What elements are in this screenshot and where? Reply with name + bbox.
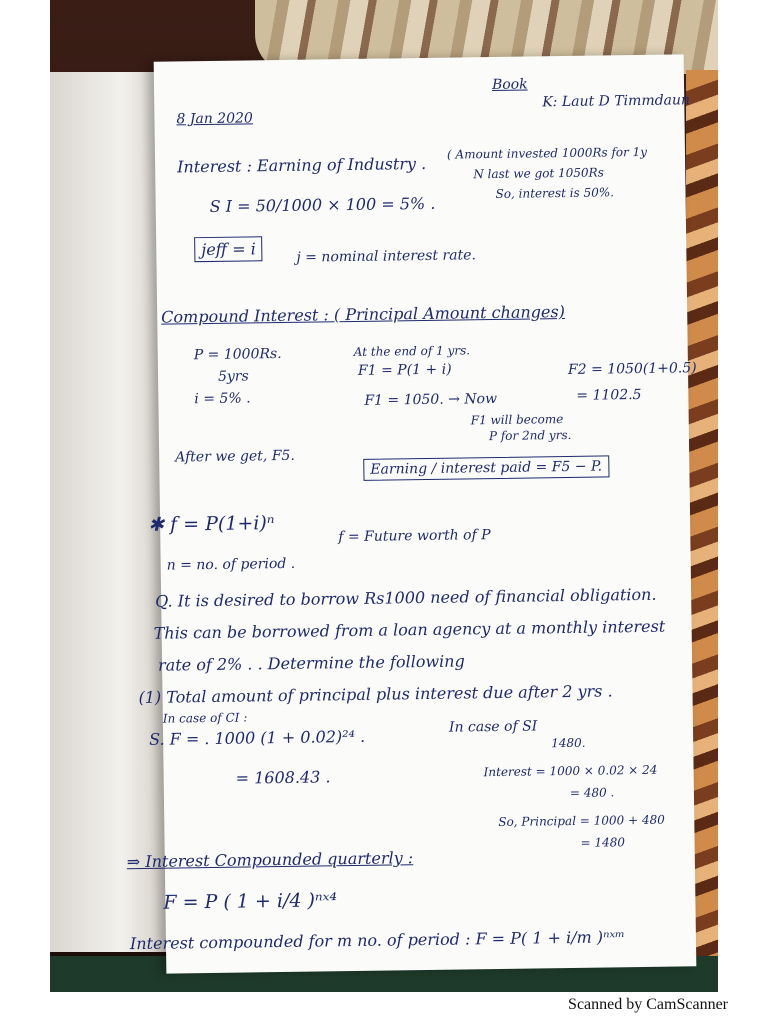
- ci-result: = 1608.43 .: [235, 767, 331, 788]
- f1-formula: F1 = P(1 + i): [357, 361, 452, 379]
- note-line-2: N last we got 1050Rs: [473, 165, 604, 182]
- nominal-rate-definition: j = nominal interest rate.: [296, 247, 477, 266]
- m-period-formula: Interest compounded for m no. of period : F = P( 1 + i/m )ⁿˣᵐ: [129, 927, 626, 954]
- si-case-label: In case of SI: [448, 718, 538, 736]
- ci-calculation: S. F = . 1000 (1 + 0.02)²⁴ .: [148, 726, 366, 749]
- principal-value: P = 1000Rs.: [193, 345, 282, 364]
- question-line-3: rate of 2% . . Determine the following: [157, 651, 465, 675]
- book-label: Book: [491, 76, 528, 94]
- question-line-1: Q. It is desired to borrow Rs1000 need of financial obligation.: [155, 584, 657, 611]
- after-text: After we get, F5.: [175, 447, 295, 466]
- f2-value: = 1102.5: [576, 386, 642, 404]
- page-date: 8 Jan 2020: [176, 110, 253, 128]
- scanner-footer: [0, 996, 768, 1018]
- years-value: 5yrs: [217, 368, 249, 385]
- question-line-4: (1) Total amount of principal plus interest due after 2 yrs .: [138, 681, 613, 708]
- earning-box: Earning / interest paid = F5 − P.: [363, 455, 609, 480]
- simple-interest-formula: S I = 50/1000 × 100 = 5% .: [209, 193, 436, 216]
- compound-interest-heading: Compound Interest : ( Principal Amount changes): [161, 302, 566, 327]
- future-worth-formula: ✱ f = P(1+i)ⁿ: [147, 512, 275, 536]
- si-side-value: 1480.: [551, 735, 586, 751]
- interest-heading: Interest : Earning of Industry .: [176, 153, 427, 177]
- note-line-3: So, interest is 50%.: [495, 185, 615, 201]
- left-notebook-page: [50, 72, 170, 952]
- ci-case-label: In case of CI :: [162, 710, 248, 726]
- p-for-second-year: P for 2nd yrs.: [488, 427, 572, 444]
- f2-formula: F2 = 1050(1+0.5): [567, 360, 697, 378]
- f1-value: F1 = 1050. → Now: [364, 390, 498, 409]
- scanner-credit: Scanned by CamScanner: [568, 996, 728, 1013]
- period-definition: n = no. of period .: [166, 555, 296, 574]
- interest-calculation: Interest = 1000 × 0.02 × 24: [483, 762, 658, 780]
- interest-result: = 480 .: [569, 785, 615, 801]
- principal-sum: So, Principal = 1000 + 480: [498, 812, 665, 830]
- note-line-1: ( Amount invested 1000Rs for 1y: [446, 144, 648, 162]
- end-of-year-text: At the end of 1 yrs.: [353, 343, 471, 359]
- notebook-page: [126, 54, 697, 973]
- quarterly-heading: ⇒ Interest Compounded quarterly :: [126, 848, 414, 872]
- question-line-2: This can be borrowed from a loan agency at a monthly interest: [153, 616, 666, 643]
- f1-will-become: F1 will become: [470, 412, 564, 428]
- effective-rate-box: jeff = i: [194, 236, 263, 262]
- future-worth-definition: f = Future worth of P: [338, 527, 491, 546]
- quarterly-formula: F = P ( 1 + i/4 )ⁿˣ⁴: [163, 889, 338, 914]
- principal-sum-result: = 1480: [580, 835, 626, 850]
- author-label: K: Laut D Timmdaun: [542, 92, 691, 111]
- rate-value: i = 5% .: [194, 390, 251, 408]
